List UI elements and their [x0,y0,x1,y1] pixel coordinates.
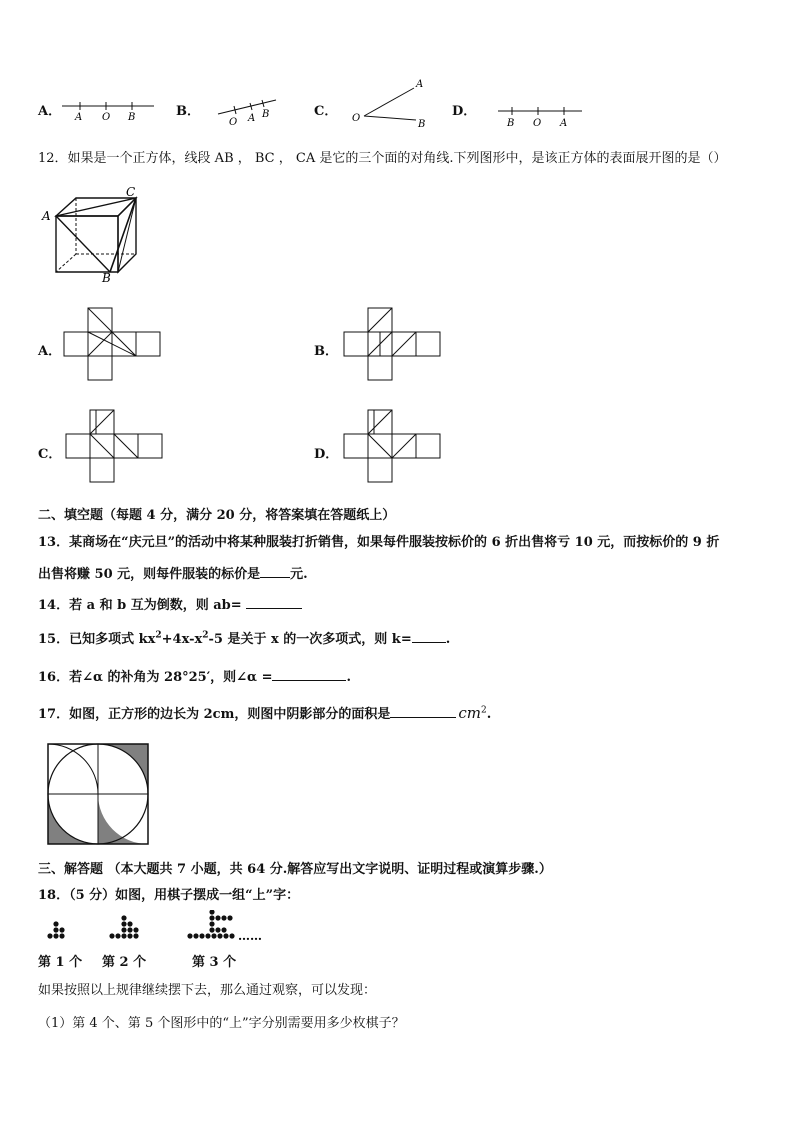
q11-b-point-2: A [248,113,256,124]
q11-d-point-1: B [507,118,515,128]
q11-c-point-3: B [418,119,426,128]
q17-unit: cm [458,704,481,722]
q15-part-f: . [445,632,451,647]
q16-line [38,666,351,685]
q13-line2-a: 出售将赚 50 元，则每件服装的标价是 [38,567,261,582]
q12-option-a-net [62,306,164,384]
q11-option-c-label: C． [314,104,338,119]
q18-dot-figures [44,910,284,944]
q11-b-point-1: O [229,117,238,126]
q17-square-figure [46,742,152,846]
q11-option-d-label: D． [452,104,477,119]
q14-answer-blank[interactable] [246,596,302,609]
q18-ellipsis: …… [238,929,262,943]
q11-option-a-figure [60,100,156,122]
q15-answer-blank[interactable] [412,630,446,643]
q11-d-point-3: A [560,118,568,128]
q12-option-d-label: D． [314,447,339,462]
section3-title: 三、解答题 （本大题共 7 小题，共 64 分.解答应写出文字说明、证明过程或演算步骤.） [38,862,552,877]
q11-option-b-figure [214,96,280,126]
q15-sup-1: 2 [155,630,162,641]
q11-c-point-2: O [352,113,361,124]
q17-unit-sup: 2 [480,705,487,716]
q11-option-b-label: B． [176,104,200,119]
q12-option-b-net [342,306,444,384]
q18-figure-1 [47,921,64,938]
q12-option-c-net [64,408,166,486]
q15-sup-2: 2 [202,630,209,641]
cube-label-c: C [126,186,136,199]
q11-c-point-1: A [416,79,424,90]
q14-text: 14．若 a 和 b 互为倒数，则 ab= [38,598,242,613]
q12-option-b-label: B． [314,344,338,359]
q18-caption-3: 第 3 个 [192,955,237,970]
q11-option-c-figure [350,76,434,128]
q17-part-a: 17．如图，正方形的边长为 2cm，则图中阴影部分的面积是 [38,707,391,722]
q15-part-c: +4x-x [161,632,203,647]
q16-part-b: . [346,670,351,685]
q13-line1: 13．某商场在“庆元旦”的活动中将某种服装打折销售，如果每件服装按标价的 6 折出售将亏 10 元，而按标价的 9 折 [38,535,720,550]
q11-a-point-1: A [75,112,83,122]
q15-part-a: 15．已知多项式 kx [38,632,156,647]
q12-option-c-label: C． [38,447,62,462]
q11-option-a-label: A． [38,104,62,119]
q13-line2 [38,563,308,582]
q13-line2-b: 元. [290,567,308,582]
q12-stem: 12．如果是一个正方体，线段 AB ， BC ， CA 是它的三个面的对角线.下列图形中，是该正方体的表面展开图的是（） [38,151,727,166]
q18-figure-3 [187,910,234,939]
q18-part1: （1）第 4 个、第 5 个图形中的“上”字分别需要用多少枚棋子？ [38,1016,405,1031]
q15-line [38,628,450,647]
q11-a-point-3: B [128,112,136,122]
q12-option-d-net [342,408,444,486]
q12-cube-figure [40,186,150,282]
q18-observe: 如果按照以上规律继续摆下去，那么通过观察，可以发现： [38,983,377,998]
q13-answer-blank[interactable] [260,565,290,578]
q12-option-a-label: A． [38,344,62,359]
q18-figure-2 [109,915,138,938]
q18-stem: 18．（5 分）如图，用棋子摆成一组“上”字： [38,888,300,903]
q17-answer-blank[interactable] [390,705,456,718]
q11-option-d-figure [496,104,584,128]
q17-part-b: . [486,707,492,722]
q11-a-point-2: O [102,112,111,122]
q18-caption-1: 第 1 个 [38,955,83,970]
q15-part-e: -5 是关于 x 的一次多项式，则 k= [208,632,412,647]
q18-caption-2: 第 2 个 [102,955,147,970]
q14-line [38,594,302,613]
q11-d-point-2: O [533,118,542,128]
q16-part-a: 16．若∠α 的补角为 28°25′，则∠α = [38,670,273,685]
q17-line [38,703,491,722]
cube-label-a: A [42,209,51,223]
q16-answer-blank[interactable] [272,668,346,681]
section2-title: 二、填空题（每题 4 分，满分 20 分，将答案填在答题纸上） [38,508,396,523]
q11-b-point-3: B [262,109,270,120]
cube-label-b: B [102,271,111,282]
